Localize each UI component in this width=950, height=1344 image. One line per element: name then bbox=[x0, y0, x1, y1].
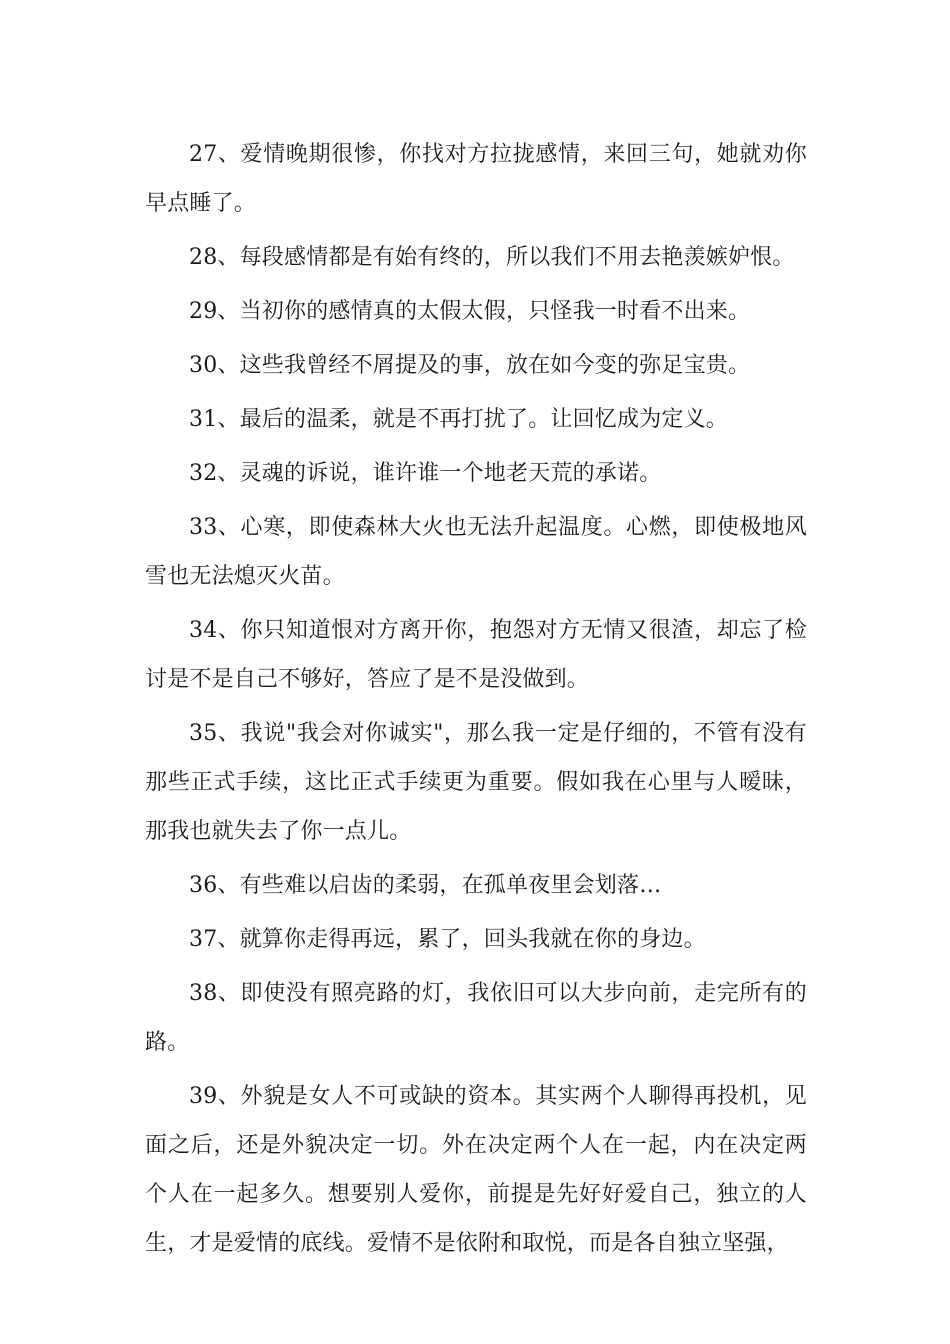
paragraph-36: 36、有些难以启齿的柔弱，在孤单夜里会划落… bbox=[189, 873, 662, 898]
paragraph-29: 29、当初你的感情真的太假太假，只怪我一时看不出来。 bbox=[189, 299, 751, 324]
paragraph-37: 37、就算你走得再远，累了，回头我就在你的身边。 bbox=[189, 927, 706, 952]
paragraph-39: 39、外貌是女人不可或缺的资本。其实两个人聊得再投机，见面之后，还是外貌决定一切。外在决定两个人在一起，内在决定两个人在一起多久。想要别人爱你，前提是先好好爱自己，独立的人生，才是爱情的底线。爱情不是依附和取悦，而是各自独立坚强， bbox=[145, 1084, 807, 1256]
paragraph-31: 31、最后的温柔，就是不再打扰了。让回忆成为定义。 bbox=[189, 407, 728, 432]
paragraph-34: 34、你只知道恨对方离开你，抱怨对方无情又很渣，却忘了检讨是不是自己不够好，答应了是不是没做到。 bbox=[145, 618, 807, 692]
paragraph-38: 38、即使没有照亮路的灯，我依旧可以大步向前，走完所有的路。 bbox=[145, 981, 807, 1055]
paragraph-30: 30、这些我曾经不屑提及的事，放在如今变的弥足宝贵。 bbox=[189, 353, 751, 378]
paragraph-33: 33、心寒，即使森林大火也无法升起温度。心燃，即使极地风雪也无法熄灭火苗。 bbox=[145, 515, 807, 589]
paragraph-32: 32、灵魂的诉说，谁许谁一个地老天荒的承诺。 bbox=[189, 461, 662, 486]
paragraph-35: 35、我说"我会对你诚实"，那么我一定是仔细的，不管有没有那些正式手续，这比正式手续更为重要。假如我在心里与人暧昧，那我也就失去了你一点儿。 bbox=[145, 721, 807, 844]
paragraph-27: 27、爱情晚期很惨，你找对方拉拢感情，来回三句，她就劝你早点睡了。 bbox=[145, 142, 807, 216]
document-body bbox=[145, 130, 807, 1273]
paragraph-28: 28、每段感情都是有始有终的，所以我们不用去艳羡嫉妒恨。 bbox=[189, 245, 795, 270]
